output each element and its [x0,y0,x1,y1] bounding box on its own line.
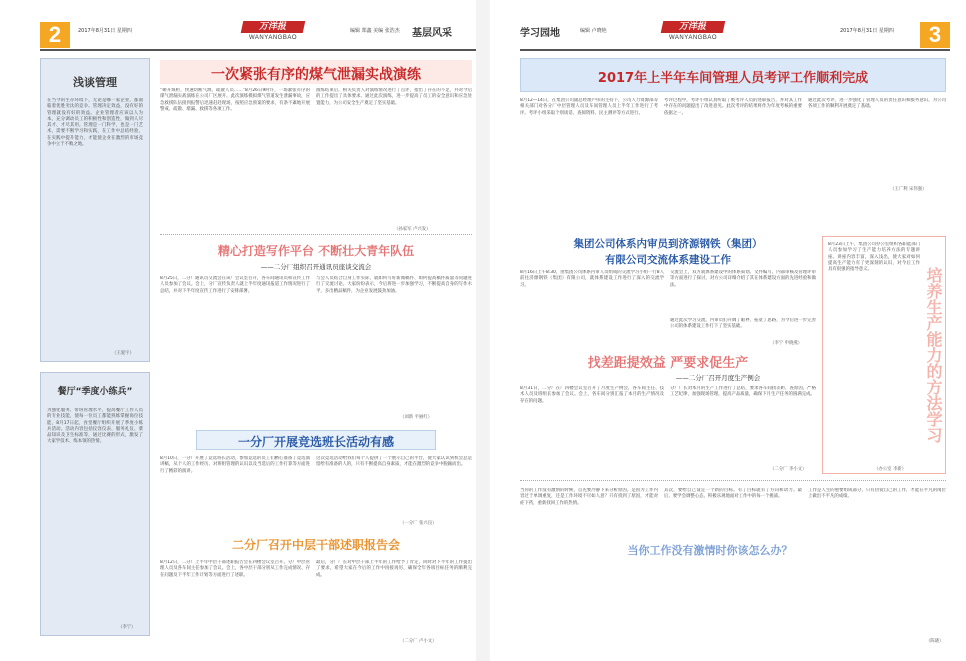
article-body: 当你的工作没有激情的时候，首先要冷静下来分析原因。是因为工作内容过于单调重复，还是工作环境不尽如人意？只有找到了原因，才能对症下药，重新找回工作的热情。 [520,488,658,506]
article-author: （陈晓） [926,639,944,644]
column-author: （王爱宇） [112,351,134,356]
column-body: 在当今的生存环境下，无论是哪一家企业，都面临着优胜劣汰的竞争。管理决定效益，没有好的管理就没有好的效益。企业管理者应该以人为本，充分调动员工的积极性和创造性，做到人尽其才、才尽其用。管理是一门科学，也是一门艺术，需要不断学习和实践，在工作中总结经验，在实践中提升能力，才能使企业在激烈的市场竞争中立于不败之地。 [47,98,143,148]
header-rule [40,49,476,51]
editor-info: 编辑 卢晓艳 [580,28,607,34]
column-title: 浅谈管理 [73,76,117,89]
section-title: 学习园地 [520,28,560,39]
headline: 2017年上半年车间管理人员考评工作顺利完成 [597,71,869,86]
divider [520,480,946,481]
side-author: （办公室 李新） [874,467,907,472]
article-author: （二分厂 卢小文） [400,639,437,644]
column-title: 餐厅“季度小练兵” [57,387,133,397]
page-number: 3 [920,22,950,48]
headline: 当你工作没有激情时你该怎么办？ [627,544,793,557]
article-body: 工作是人生的重要组成部分，只有热爱自己的工作，才能在平凡的岗位上做出不平凡的成绩。 [808,488,946,500]
article-author: （一分厂 张兴良） [400,521,437,526]
side-body: 8月23日上午，集团公司办公室组织各职能部门人员参加学习了生产能力培养方法的专题讲座。讲座内容丰富，深入浅出，使大家对如何提高生产能力有了更深刻的认识，对今后工作具有很强的指导意义。 [828,242,920,273]
masthead-sub: WANYANGBAO [668,35,717,41]
left-page [0,0,476,661]
headline: 找差距提效益 严要求促生产 [587,356,749,371]
header-rule [520,49,950,51]
headline: 精心打造写作平台 不断壮大青年队伍 [217,244,415,258]
subheadline: ——二分厂召开月度生产例会 [675,374,761,382]
article-body: 8月12—14日，在集团公司副总经理卢伟的主持下，公司人力资源部等相关部门对各分厂中层管理人员及车间管理人员上半年工作进行了考评。考评小组采取个别谈话、查阅资料、民主测评等方式进行。 [520,98,658,116]
article-body: 其次，要给自己设定一个新的目标。有了目标就有了方向和动力。最后，要学会调整心态，积极乐观地面对工作中的每一个挑战。 [664,488,802,500]
article-body: 这次竞选活动给我们每个人提供了一个展示自己的平台，使大家认识到机会总是留给有准备的人的，只有不断提高自身素质，才能在激烈的竞争中脱颖而出。 [316,456,472,468]
headline: 集团公司体系内审员到济源钢铁（集团） [573,238,763,250]
editor-info: 编辑 郑鑫 美编 张浩杰 [350,28,400,34]
subheadline: ——二分厂组织召开通讯员座谈交流会 [260,263,372,271]
article-author: （孙家军 卢兴发） [394,227,431,232]
column-author: （李宁） [118,625,136,630]
article-author: （李宁 申晓燕） [770,341,803,346]
masthead [658,21,728,49]
headline: 有限公司交流体系建设工作 [605,254,731,266]
section-title: 基层风采 [412,28,452,39]
article-body: 交流会上，双方就体系建设中的体系策划、文件编写、内部审核及管理评审等方面进行了探讨，对方公司详细介绍了其在体系建设方面的先进经验和做法。 [670,270,816,288]
article-body: 8月16日上午8:30，由集团公司体系内审人员组成的交流学习小组一行8人前往济源钢铁（集团）有限公司，就体系建设工作进行了深入的交流学习。 [520,270,664,288]
headline: 一次紧张有序的煤气泄漏实战演练 [211,67,421,83]
article-body: 通过此次学习交流，内审员们开阔了眼界，拓宽了思路，为今后进一步完善公司的体系建设工作打下了坚实基础。 [670,318,816,330]
masthead [238,21,308,49]
article-body: 演练结束后，相关负责人对演练情况进行了点评，指出了存在的不足，并对今后的工作提出了具体要求。通过此次演练，进一步提高了员工的安全意识和应急处置能力，为公司安全生产奠定了坚实基础。 [316,88,472,106]
masthead-logo: 万洋报 [241,21,306,33]
page-gutter [476,0,490,661]
article-body: 分厂厂长对本月的生产工作进行了总结，要求各车间找差距、查原因，严格工艺纪律，加强现场管理，提高产品质量，确保下月生产任务的圆满完成。 [670,386,816,398]
vertical-title: 培养生产能力的方法学习 [924,267,943,443]
page-number: 2 [40,22,70,48]
masthead-logo: 万洋报 [661,21,726,33]
article-author: （刘新 平丽红） [400,415,433,420]
divider [160,234,472,235]
article-body: 8月12日，二分厂上半年中层干部述职报告会在四楼会议室召开。分厂中层管理人员及各车间主任参加了会议。会上，各中层干部分别从工作完成情况、存在问题及下半年工作计划等方面进行了述职。 [160,560,310,578]
column-body: 为强化服务、带班管理水平，提高餐厅工作人员的专业技能，使每一位员工都能熟练掌握岗位技能，8月17日起，食堂餐厅组织开展了季度小练兵活动。活动内容包括仪容仪表、服务礼仪、菜品知识及卫生标准等，通过比赛的形式，激发了大家学技术、练本领的热情。 [47,408,143,445]
masthead-sub: WANYANGBAO [248,35,297,41]
article-body: 最后，分厂厂长对中层干部上半年的工作给予了肯定，同时对下半年的工作提出了要求，希望大家在今后的工作中再接再厉，确保全年各项目标任务的顺利完成。 [316,560,472,578]
article-author: （二分厂 李小文） [770,467,807,472]
article-author: （王广利 宋伟强） [890,187,927,192]
headline: 二分厂召开中层干部述职报告会 [231,538,400,552]
article-body: 8月25日，二分厂通讯员交流会在该厂会议室召开，各车间通讯员和宣传工作人员参加了会议。会上，分厂宣传负责人就上半年度通讯报道工作情况进行了总结，并对下半年度宣传工作进行了安排部署。 [160,276,310,294]
article-body: “砸开煤柜，快速切断气源，疏散人员……”8月26日9时许，一场紧张有序的煤气泄漏实战演练在公司厂区展开。此次演练模拟煤气管道发生泄漏事故，应急救援队伍接到报警后迅速赶赴现场，按照应急预案的要求，有条不紊地开展警戒、疏散、堵漏、救援等各项工作。 [160,88,310,112]
issue-date: 2017年8月31日 星期四 [78,28,132,34]
article-body: 考评过程中，考评小组认真听取了被考评人员的述职报告，并对其工作中存在的问题提出了改进意见。此次考评的结果将作为年度考核的重要依据之一。 [664,98,802,116]
article-body: 通过此次考评，进一步强化了管理人员的责任意识和服务意识，为公司各项工作的顺利开展奠定了基础。 [808,98,946,110]
article-body: 8月31日，二分厂在厂四楼会议室召开了月度生产例会，各车间主任、技术人员及班组长参加了会议。会上，各车间分别汇报了本月的生产情况及存在的问题。 [520,386,664,404]
right-page [490,0,966,661]
article-body: 与会人员结合自身工作实际，就如何写好新闻稿件、如何提高稿件质量等问题进行了交流讨论。大家纷纷表示，今后将进一步加强学习，不断提高自身的写作水平，多出精品稿件，为企业发展鼓劲加油。 [316,276,472,294]
article-body: 8月10日，一分厂开展了竞选班长活动，参加竞选的员工们精心准备了竞选演讲稿，从个人的工作经历、对班组管理的认识以及当选后的工作打算等方面进行了精彩的演讲。 [160,456,310,474]
issue-date: 2017年8月31日 星期四 [840,28,894,34]
headline: 一分厂开展竞选班长活动有感 [237,435,394,449]
